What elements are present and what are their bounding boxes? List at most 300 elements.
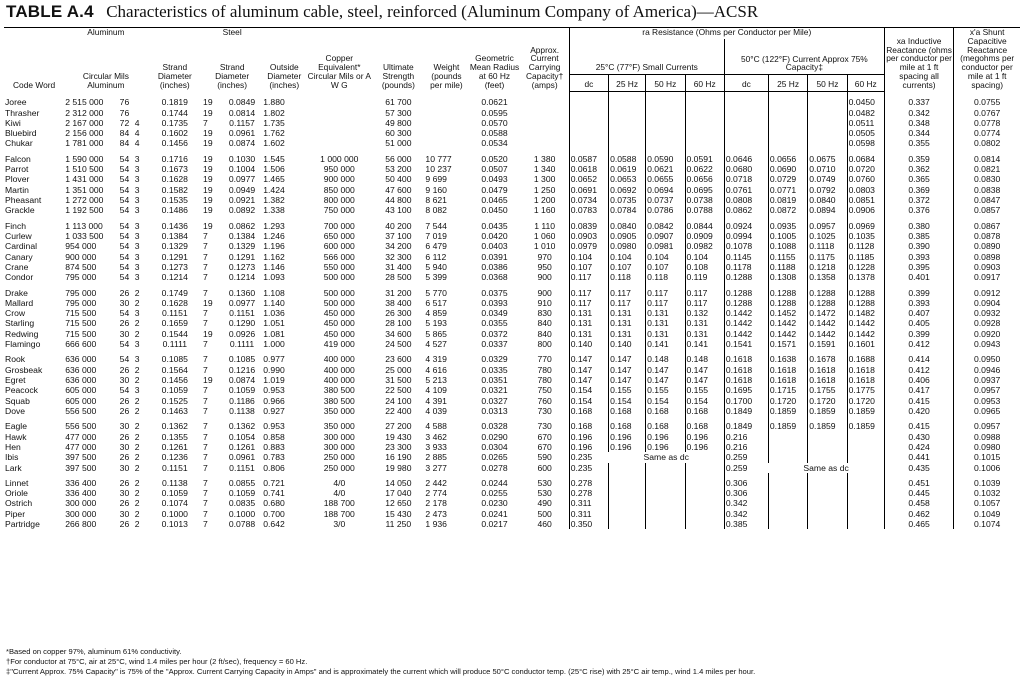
cell-cm: 1 510 500	[65, 164, 104, 175]
cell-r50: 0.1618	[847, 375, 884, 385]
cell-r25	[646, 128, 685, 138]
circular-mils-header: Circular Mils Aluminum	[82, 71, 129, 90]
cell-uts: 15 430	[385, 508, 412, 519]
cell-st_d: 0.0788	[228, 519, 256, 530]
cell-cm: 1 272 000	[65, 195, 104, 205]
cell-r25: 0.0621	[646, 164, 685, 174]
cell-gmr: 0.0265	[481, 452, 508, 463]
cell-r50: 0.1591	[808, 339, 847, 349]
cell-r50: 0.1145	[724, 252, 768, 262]
cell-na: 54	[119, 339, 130, 350]
cell-r25: 0.0694	[646, 185, 685, 195]
cell-r25: 0.147	[609, 349, 646, 364]
cell-xa: 0.359	[884, 149, 954, 164]
cell-na: 30	[119, 421, 130, 432]
cell-r25	[685, 92, 724, 108]
cell-amp: 840	[537, 328, 552, 339]
acsr-table	[4, 27, 1020, 529]
cell-al_d: 0.1436	[161, 220, 188, 231]
cell-r25	[685, 463, 724, 473]
cell-uts: 23 300	[385, 441, 412, 452]
cell-st_d: 0.1138	[229, 405, 255, 416]
cell-r50: 0.1288	[724, 283, 768, 298]
cell-gmr: 0.0479	[481, 184, 508, 195]
cell-xa: 0.337	[884, 92, 954, 108]
cell-wt: 5 213	[425, 375, 447, 385]
cell-na: 54	[119, 241, 130, 252]
cell-r25	[685, 118, 724, 128]
cell-st_d: 0.0977	[228, 174, 256, 185]
cell-gmr: 0.0255	[481, 488, 508, 499]
cell-uts: 24 100	[385, 395, 412, 406]
cell-nl: 2	[134, 421, 140, 432]
cell-od: 0.953	[263, 385, 285, 396]
cell-r50	[724, 128, 768, 138]
cell-uts: 28 100	[385, 318, 412, 329]
cell-cm: 715 500	[65, 318, 97, 329]
cell-r25: 0.131	[646, 318, 685, 328]
cell-od: 0.642	[263, 519, 285, 530]
cell-xap: 0.1057	[954, 498, 1020, 508]
table-row	[4, 205, 1020, 215]
cell-al_d: 0.1535	[161, 195, 188, 205]
cell-uts: 23 600	[385, 354, 412, 365]
table-row	[4, 138, 1020, 148]
cell-cu: 550 000	[323, 261, 355, 272]
xa-header: xa Inductive Reactance (ohms per conductor per mile at 1 ft spacing all currents)	[884, 28, 954, 92]
cell-r25: 0.131	[646, 329, 685, 339]
cell-r25	[685, 473, 724, 488]
cell-cu: 800 000	[323, 195, 355, 205]
cell-xa: 0.342	[884, 108, 954, 118]
cell-r50: 0.1618	[808, 365, 847, 375]
cell-gmr: 0.0420	[481, 230, 508, 241]
cell-al_d: 0.1659	[161, 318, 188, 329]
footnote: †For conductor at 75°C, air at 25°C, wind 1.4 miles per hour (2 ft/sec), frequency = 60 Hz.	[6, 657, 308, 666]
cell-r25	[609, 498, 646, 508]
cell-na: 54	[119, 195, 130, 205]
cell-code: Condor	[5, 272, 34, 283]
cell-uts: 17 040	[385, 488, 412, 499]
cell-r25	[685, 498, 724, 508]
cell-gmr: 0.0328	[481, 421, 508, 432]
cell-gmr: 0.0507	[481, 164, 508, 175]
cell-gmr: 0.0450	[481, 205, 508, 216]
hz50-50-header: 50 Hz	[808, 75, 847, 92]
cell-amp: 1 250	[533, 184, 556, 195]
cell-r50: 0.1678	[808, 349, 847, 364]
cell-wt: 4 616	[425, 364, 447, 375]
cell-xap: 0.0928	[954, 318, 1020, 328]
cell-na: 54	[119, 272, 130, 283]
cell-r25: 0.117	[569, 283, 608, 298]
cell-na: 30	[119, 441, 130, 452]
cell-uts: 24 500	[385, 339, 412, 350]
cell-r50: 0.0646	[724, 149, 768, 164]
cell-cu: 188 700	[323, 508, 355, 519]
cell-uts: 56 000	[385, 153, 412, 164]
table-row	[4, 318, 1020, 328]
cell-ns: 7	[203, 241, 208, 252]
cell-st_d: 0.0849	[228, 96, 256, 107]
cell-st_d: 0.0855	[228, 477, 256, 488]
cell-r25: 0.196	[685, 442, 724, 452]
cell-na: 54	[119, 308, 130, 319]
cell-r50: 0.0450	[847, 92, 884, 108]
cell-r50: 0.1005	[768, 231, 807, 241]
cell-uts: 31 200	[385, 287, 412, 298]
cell-ns: 7	[203, 395, 208, 406]
cell-ns: 19	[203, 297, 213, 308]
cell-xap: 0.0943	[954, 339, 1020, 349]
cell-na: 26	[119, 519, 130, 530]
cell-na: 30	[119, 462, 130, 473]
cell-na: 84	[119, 138, 130, 149]
cell-na: 54	[119, 164, 130, 175]
cell-cm: 636 000	[65, 364, 97, 375]
cell-r50	[768, 498, 807, 508]
cell-xap: 0.0821	[954, 164, 1020, 174]
cell-od: 0.741	[263, 488, 285, 499]
cell-ns: 7	[203, 272, 208, 283]
table-row	[4, 519, 1020, 529]
cell-code: Drake	[5, 287, 28, 298]
cell-wt: 4 527	[425, 339, 447, 350]
cell-uts: 16 190	[385, 452, 412, 463]
cell-r50: 0.0808	[724, 195, 768, 205]
cell-cm: 397 500	[65, 462, 97, 473]
cell-xa: 0.365	[884, 174, 954, 184]
cell-cm: 1 431 000	[65, 174, 104, 185]
cell-wt: 4 588	[425, 421, 447, 432]
cell-wt: 10 237	[425, 164, 452, 175]
cell-nl: 4	[134, 117, 140, 128]
cell-r25: 0.196	[609, 432, 646, 442]
cell-cu: 850 000	[323, 184, 355, 195]
cell-r25: 0.119	[685, 272, 724, 282]
cell-uts: 50 400	[385, 174, 412, 185]
cell-r50: 0.1188	[768, 262, 807, 272]
cell-cm: 477 000	[65, 441, 97, 452]
cell-al_d: 0.1384	[161, 230, 188, 241]
cell-amp: 760	[537, 395, 552, 406]
cell-na: 54	[119, 261, 130, 272]
cell-xa: 0.458	[884, 498, 954, 508]
cell-cm: 636 000	[65, 354, 97, 365]
cell-od: 0.680	[263, 498, 285, 509]
cell-amp: 800	[537, 339, 552, 350]
cell-r50	[808, 509, 847, 519]
cell-code: Crane	[5, 261, 29, 272]
cell-r50	[847, 432, 884, 442]
cell-st_d: 0.1384	[228, 230, 256, 241]
cell-cu	[306, 118, 372, 128]
cell-xap: 0.0903	[954, 262, 1020, 272]
cell-st_d: 0.0921	[228, 195, 256, 205]
cell-cm: 556 500	[65, 405, 97, 416]
cell-r25: 0.141	[646, 339, 685, 349]
cell-r25: 0.0622	[685, 164, 724, 174]
table-row	[4, 149, 1020, 164]
cell-r50: 0.1638	[768, 349, 807, 364]
cell-uts: 32 300	[385, 251, 412, 262]
cell-nl: 2	[134, 488, 140, 499]
steel-group-header: Steel	[202, 28, 262, 39]
cell-ns: 7	[203, 519, 208, 530]
aluminum-group-header: Aluminum	[64, 28, 147, 39]
table-row	[4, 406, 1020, 416]
cell-r25: 0.0840	[609, 216, 646, 231]
dc-50-header: dc	[724, 75, 768, 92]
cell-r50: 0.1715	[768, 385, 807, 395]
cell-wt: 5 865	[425, 328, 447, 339]
cell-r50: 0.0924	[724, 216, 768, 231]
cell-xa: 0.424	[884, 442, 954, 452]
cell-cu: 4/0	[333, 488, 346, 499]
cell-st_d: 0.0874	[228, 375, 256, 385]
cell-r25: 0.168	[646, 416, 685, 431]
cell-xa: 0.362	[884, 164, 954, 174]
cell-cu	[306, 108, 372, 118]
cell-code: Grackle	[5, 205, 35, 216]
cell-xa: 0.355	[884, 138, 954, 148]
cell-r25	[569, 118, 608, 128]
cell-gmr: 0.0372	[481, 328, 508, 339]
cell-r25: 0.0653	[609, 174, 646, 184]
cell-cu	[306, 128, 372, 138]
cell-wt: 8 621	[425, 195, 447, 205]
cell-ns: 19	[203, 205, 213, 216]
cell-xa: 0.451	[884, 473, 954, 488]
table-row	[4, 442, 1020, 452]
cell-xap: 0.0778	[954, 118, 1020, 128]
table-row	[4, 185, 1020, 195]
cell-xa: 0.390	[884, 241, 954, 251]
cell-od: 1.140	[263, 297, 285, 308]
cell-uts: 12 650	[385, 498, 412, 509]
cell-r25: 0.278	[569, 488, 608, 498]
cell-r25	[646, 509, 685, 519]
cell-wt: 5 399	[425, 272, 447, 283]
cell-wt: 9 699	[425, 174, 447, 185]
cell-st_d: 0.1157	[229, 117, 255, 128]
cell-code: Martin	[5, 184, 29, 195]
cell-al_d: 0.1273	[161, 261, 188, 272]
cell-r50: 0.1035	[847, 231, 884, 241]
cell-wt	[424, 92, 468, 108]
cell-xap: 0.0898	[954, 252, 1020, 262]
cell-cu: 500 000	[323, 272, 355, 283]
cell-xap: 0.0830	[954, 174, 1020, 184]
cell-xap: 0.1039	[954, 473, 1020, 488]
cell-r25: 0.154	[569, 385, 608, 395]
cell-r50: 0.0771	[768, 185, 807, 195]
table-row	[4, 241, 1020, 251]
cell-xa: 0.372	[884, 195, 954, 205]
copper-equivalent-header: Copper Equivalent* Circular Mils or A W G	[307, 53, 371, 90]
table-title	[6, 2, 758, 26]
cell-r25	[569, 108, 608, 118]
cell-uts: 22 400	[385, 405, 412, 416]
cell-wt: 1 936	[425, 519, 447, 530]
cell-cu: 650 000	[323, 230, 355, 241]
cell-st_d: 0.0862	[228, 220, 256, 231]
cell-al_d: 0.1673	[161, 164, 188, 175]
cell-uts: 19 430	[385, 431, 412, 442]
cell-nl: 2	[134, 297, 140, 308]
cell-r25: 0.0903	[569, 231, 608, 241]
cell-xap: 0.1006	[954, 463, 1020, 473]
cell-al_d: 0.1716	[161, 153, 188, 164]
cell-r50: 0.0511	[847, 118, 884, 128]
cell-r50: 0.1775	[847, 385, 884, 395]
cell-code: Piper	[5, 508, 26, 519]
cell-xa: 0.412	[884, 365, 954, 375]
cell-gmr: 0.0351	[481, 375, 508, 385]
cell-cm: 605 000	[65, 395, 97, 406]
cell-nl: 2	[134, 519, 140, 530]
cell-amp: 830	[537, 308, 552, 319]
cell-na: 30	[119, 508, 130, 519]
cell-na: 54	[119, 153, 130, 164]
cell-od: 1.162	[263, 251, 285, 262]
cell-r25: 0.196	[646, 442, 685, 452]
cell-r25: 0.107	[646, 262, 685, 272]
cell-wt	[424, 118, 468, 128]
cell-cu: 1 000 000	[320, 153, 359, 164]
cell-uts: 25 000	[385, 364, 412, 375]
table-row	[4, 195, 1020, 205]
cell-r25: 0.155	[646, 385, 685, 395]
cell-r25	[569, 92, 608, 108]
cell-gmr: 0.0393	[481, 297, 508, 308]
cell-xa: 0.441	[884, 452, 954, 462]
cell-xap: 0.0867	[954, 216, 1020, 231]
cell-wt: 5 940	[425, 261, 447, 272]
cell-cm: 874 500	[65, 261, 97, 272]
cell-r25: 0.117	[609, 298, 646, 308]
cell-r25: 0.104	[646, 252, 685, 262]
cell-al_d: 0.1582	[161, 184, 188, 195]
cell-xa: 0.412	[884, 339, 954, 349]
cell-r25	[646, 108, 685, 118]
cell-na: 30	[119, 328, 130, 339]
cell-xap: 0.0774	[954, 128, 1020, 138]
cell-r50	[768, 118, 807, 128]
cell-st_d: 0.1000	[228, 508, 256, 519]
cell-nl: 2	[134, 364, 140, 375]
cell-r50	[724, 92, 768, 108]
cell-uts: 31 400	[385, 261, 412, 272]
cell-r50: 0.1155	[768, 252, 807, 262]
cell-uts: 44 800	[385, 195, 412, 205]
cell-wt: 6 479	[425, 241, 447, 252]
cell-st_d: 0.1214	[228, 272, 256, 283]
cell-r50: 0.1128	[847, 241, 884, 251]
cell-gmr: 0.0435	[481, 220, 508, 231]
cell-r50: 0.0482	[847, 108, 884, 118]
cell-st_d: 0.0977	[228, 297, 256, 308]
cell-amp	[521, 92, 570, 108]
cell-r25: 0.117	[569, 272, 608, 282]
cell-nl: 3	[134, 308, 140, 319]
cell-r25	[609, 92, 646, 108]
cell-od: 0.990	[263, 364, 285, 375]
cell-r25: 0.196	[569, 442, 608, 452]
cell-r25: 0.0591	[685, 149, 724, 164]
cell-code: Linnet	[5, 477, 29, 488]
table-row	[4, 432, 1020, 442]
cell-r25: 0.0735	[609, 195, 646, 205]
cell-r25: 0.235	[569, 452, 608, 462]
cell-st_d: 0.1030	[228, 153, 256, 164]
cell-al_d: 0.1456	[161, 375, 188, 385]
cell-xa: 0.465	[884, 519, 954, 529]
cell-code: Redwing	[5, 328, 39, 339]
cell-r50: 0.0690	[768, 164, 807, 174]
cell-ns: 7	[203, 405, 208, 416]
cell-od: 1.000	[263, 339, 285, 350]
cell-r25: 0.0839	[569, 216, 608, 231]
cell-r50: 0.1541	[724, 339, 768, 349]
cell-xa: 0.415	[884, 416, 954, 431]
cell-cu: 700 000	[323, 220, 355, 231]
cell-code: Joree	[5, 96, 27, 107]
cell-r50: 0.0851	[847, 195, 884, 205]
cell-r50	[768, 108, 807, 118]
cell-wt: 4 391	[425, 395, 447, 406]
cell-xap: 0.0755	[954, 92, 1020, 108]
cell-uts: 19 980	[385, 462, 412, 473]
cell-r25	[609, 509, 646, 519]
cell-od: 1.036	[263, 308, 285, 319]
cell-r50	[847, 473, 884, 488]
cell-nl: 2	[134, 328, 140, 339]
table-row	[4, 498, 1020, 508]
cell-r25: 0.148	[685, 349, 724, 364]
cell-r25: 0.0691	[569, 185, 608, 195]
cell-code: Oriole	[5, 488, 28, 499]
cell-code: Crow	[5, 308, 26, 319]
cell-r50: 0.1442	[808, 329, 847, 339]
cell-uts: 49 800	[385, 117, 412, 128]
cell-st_d: 0.1004	[228, 164, 256, 175]
cell-r25: 0.168	[685, 416, 724, 431]
cell-code: Hawk	[5, 431, 27, 442]
cell-xa: 0.445	[884, 488, 954, 498]
cell-cm: 900 000	[65, 251, 97, 262]
cell-xap: 0.1015	[954, 452, 1020, 462]
cell-amp: 1 340	[533, 164, 556, 175]
cell-nl: 2	[134, 477, 140, 488]
cell-r25: 0.148	[646, 349, 685, 364]
cell-amp	[521, 128, 570, 138]
cell-gmr: 0.0403	[481, 241, 508, 252]
cell-r25: 0.154	[685, 396, 724, 406]
table-row	[4, 365, 1020, 375]
cell-st_d: 0.0835	[228, 498, 256, 509]
cell-xa: 0.385	[884, 231, 954, 241]
cell-st_d: 0.1151	[229, 462, 255, 473]
cell-xap: 0.0932	[954, 308, 1020, 318]
xa-prime-header: x'a Shunt Capacitive Reactance (megohms per conductor per mile at 1 ft spacing)	[954, 28, 1020, 92]
cell-gmr: 0.0241	[481, 508, 508, 519]
cell-cm: 1 590 000	[65, 153, 104, 164]
cell-st_d: 0.1085	[228, 354, 256, 365]
cell-nl: 3	[134, 339, 140, 350]
cell-r50: 0.1078	[724, 241, 768, 251]
cell-r25: 0.147	[685, 365, 724, 375]
